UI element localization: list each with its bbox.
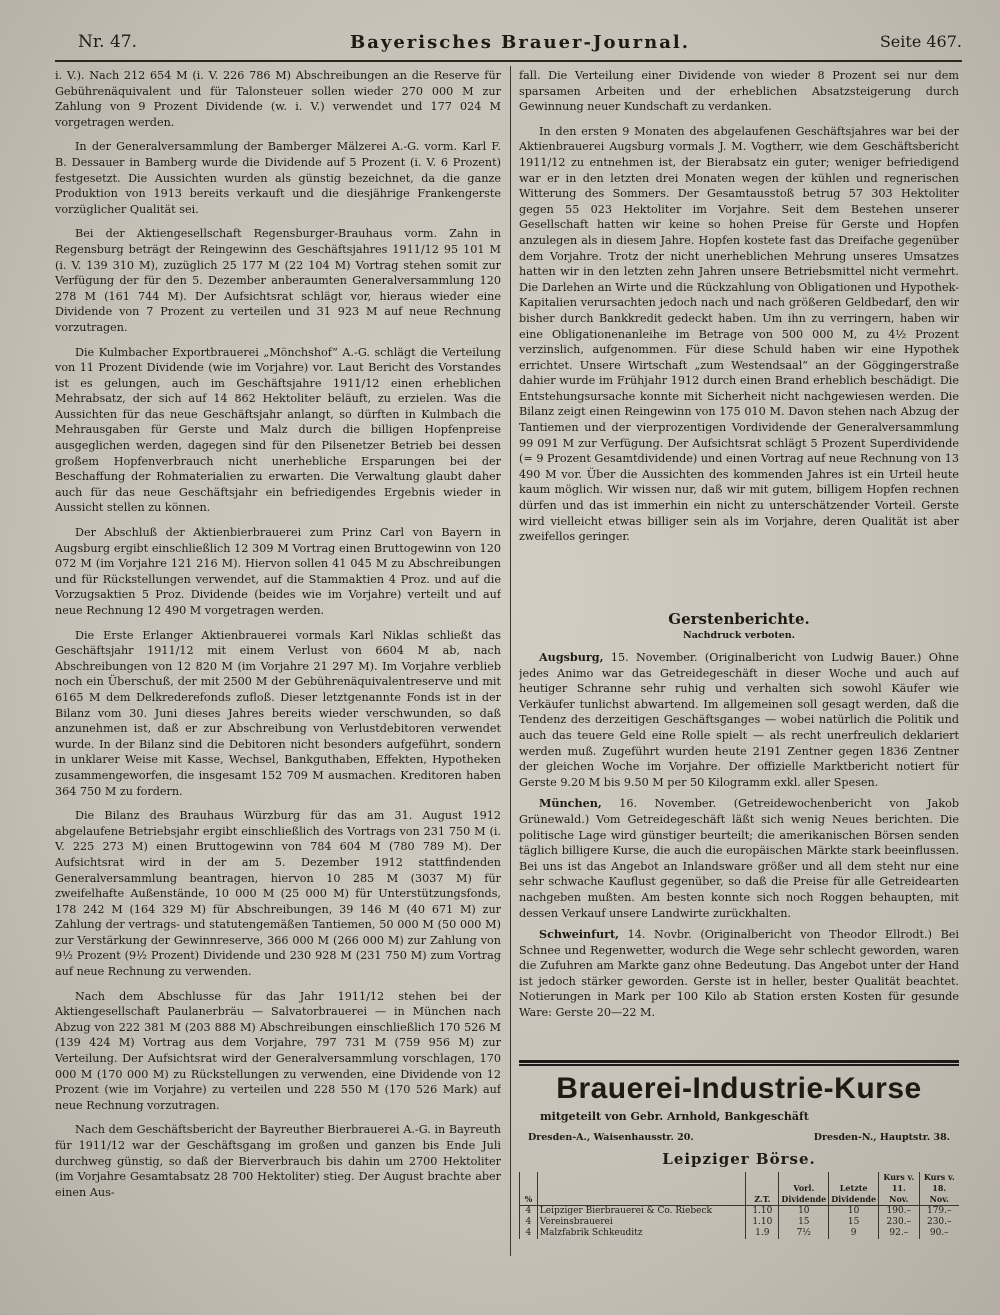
- paragraph: Nach dem Abschlusse für das Jahr 1911/12 stehen bei der Aktiengesellschaft Paulanerbräu — Salvatorbrauerei — in München nach Abzug von 222 381 M (203 888 M) Abschreibungen einschließlich 170 526 M (139 424 M) Vortrag aus dem Vorjahre, 797 731 M (759 956 M) zur Verteilung. Der Aufsichtsrat wird der Generalversammlung vorschlagen, 170 000 M (170 000 M) zu Rückstellungen zu verwenden, eine Dividende von 12 Prozent (wie im Vorjahre) zu verteilen und 228 550 M (170 526 Mark) auf neue Rechnung vorzutragen.: [55, 989, 501, 1112]
- kurse-table: [519, 1172, 959, 1239]
- table-header: [537, 1172, 746, 1206]
- paragraph: In den ersten 9 Monaten des abgelaufenen Geschäftsjahres war bei der Aktienbrauerei Augsburg vormals J. M. Vogtherr, wie dem Geschäftsbericht 1911/12 zu entnehmen ist, der Bierabsatz ein guter; weniger befriedigend war er in den letzten drei Monaten wegen der kühlen und regnerischen Witterung des Sommers. Der Gesamtausstoß betrug 57 303 Hektoliter gegen 55 023 Hektoliter im Vorjahre. Seit dem Bestehen unserer Gesellschaft hatten wir keine so hohen Preise für Gerste und Hopfen anzulegen als in diesem Jahre. Hopfen kostete fast das Dreifache gegenüber dem Vorjahre. Trotz der nicht unerheblichen Mehrung unseres Umsatzes hatten wir in den letzten zehn Jahren unsere Betriebsmittel nicht vermehrt. Die Darlehen an Wirte und die Rückzahlung von Obligationen und Hypothek-Kapitalien verursachten jedoch nach und nach größeren Geldbedarf, den wir bisher durch Bankkredit gedeckt haben. Um ihn zu verringern, haben wir eine Obligationenanleihe im Betrage von 500 000 M, zu 4½ Prozent verzinslich, aufgenommen. Für diese Schuld haben wir eine Hypothek errichtet. Unsere Wirtschaft „zum Westendsaal“ an der Göggingerstraße dahier wurde im Frühjahr 1912 durch einen Brand erheblich beschädigt. Die Entstehungsursache konnte mit Sicherheit nicht nachgewiesen werden. Die Bilanz zeigt einen Reingewinn von 175 010 M. Davon stehen nach Abzug der Tantiemen und der vierprozentigen Vordividende der Generalversammlung 99 091 M zur Verfügung. Der Aufsichtsrat schlägt 5 Prozent Superdividende (= 9 Prozent Gesamtdividende) und einen Vortrag auf neue Rechnung von 13 490 M vor. Über die Aussichten des kommenden Jahres ist ein Urteil heute kaum möglich. Wir wissen nur, daß wir mit gutem, billigem Hopfen rechnen dürfen und das ist immerhin ein nicht zu unterschätzender Vorteil. Gerste wird vielleicht etwas billiger sein als im Vorjahre, deren Qualität ist aber zweifellos geringer.: [519, 124, 959, 544]
- paragraph: In der Generalversammlung der Bamberger Mälzerei A.-G. vorm. Karl F. B. Dessauer in Bamberg wurde die Dividende auf 5 Prozent (i. V. 6 Prozent) festgesetzt. Die Aussichten wurden als günstig bezeichnet, da die ganze Produktion von 1913 bereits verkauft und die diesjährige Frankengerste vorzüglicher Qualität sei.: [55, 140, 501, 216]
- report-text: 14. Novbr. (Originalbericht von Theodor Ellrodt.) Bei Schnee und Regenwetter, wodurch die Wege sehr schlecht geworden, waren die Zufuhren am Markte ganz ohne Bedeutung. Das Angebot unter der Hand ist jedoch stärker geworden. Gerste ist in heller, bester Qualität beachtet. Notierungen in Mark per 100 Kilo ab Station ersten Kosten für gesunde Ware: Gerste 20—22 M.: [519, 928, 959, 1020]
- paragraph: Die Kulmbacher Exportbrauerei „Mönchshof“ A.-G. schlägt die Verteilung von 11 Prozent Dividende (wie im Vorjahre) vor. Laut Bericht des Vorstandes ist es gelungen, auch im Geschäftsjahre 1911/12 einen erheblichen Mehrabsatz, der sich auf 14 862 Hektoliter beläuft, zu erzielen. Was die Aussichten für das neue Geschäftsjahr anlangt, so dürften in Kulmbach die Mehrausgaben für Gerste und Malz durch die billigen Hopfenpreise ausgeglichen werden, dagegen sind für den Pilsenetzer Betrieb bei dessen großem Hopfenverbrauch nicht unerhebliche Ersparungen bei der Beschaffung der Rohmaterialien zu erwarten. Die Verwaltung glaubt daher auch für das neue Geschäftsjahr ein befriedigendes Ergebnis wieder in Aussicht stellen zu können.: [55, 345, 501, 515]
- address-left: Dresden-A., Waisenhausstr. 20.: [528, 1132, 694, 1143]
- left-column: [55, 68, 501, 1238]
- paragraph: Die Erste Erlanger Aktienbrauerei vormals Karl Niklas schließt das Geschäftsjahr 1911/12 mit einem Verlust von 6604 M ab, nach Abschreibungen von 12 820 M (im Vorjahre 21 297 M). Im Vorjahre verblieb noch ein Überschuß, der mit 2500 M der Gebührenäquivalentreserve und mit 6165 M dem Delkrederefonds zufloß. Dieser letztgenannte Fonds ist in der Bilanz vom 30. Juni dieses Jahres bereits wieder verschwunden, so daß anzunehmen ist, daß er zur Abschreibung von Verlustdebitoren verwendet wurde. In der Bilanz sind die Debitoren nicht besonders aufgeführt, sondern in unklarer Weise mit Kasse, Wechsel, Bankguthaben, Effekten, Hypotheken zusammengeworfen, die insgesamt 152 709 M ausmachen. Kreditoren haben 364 750 M zu fordern.: [55, 628, 501, 798]
- table-cell: 4: [520, 1206, 538, 1218]
- table-cell: 230.–: [919, 1217, 959, 1228]
- paragraph: Bei der Aktiengesellschaft Regensburger-Brauhaus vorm. Zahn in Regensburg beträgt der Reingewinn des Geschäftsjahres 1911/12 95 101 M (i. V. 139 310 M), zuzüglich 25 177 M (22 104 M) Vortrag stehen somit zur Verfügung der für den 5. Dezember anberaumten Generalversammlung 120 278 M (161 744 M). Der Aufsichtsrat schlägt vor, hieraus wieder eine Dividende von 7 Prozent zu verteilen und 31 923 M auf neue Rechnung vorzutragen.: [55, 227, 501, 334]
- section-subtitle: Nachdruck verboten.: [683, 630, 795, 641]
- report-text: 16. November. (Getreidewochenbericht von Jakob Grünewald.) Vom Getreidegeschäft läßt sich wenig Neues berichten. Die politische Lage wird günstiger beurteilt; die amerikanischen Börsen senden täglich billigere Kurse, die auch die europäischen Märkte stark beeinflussen. Bei uns ist das Angebot an Inlandsware größer und all dem steht nur eine sehr schwache Kauflust gegenüber, so daß die Preise für alle Getreidearten nachgeben mußten. Am besten konnte sich noch Roggen behaupten, mit dessen Verkauf unsere Landwirte zurückhalten.: [519, 797, 959, 920]
- paragraph: Nach dem Geschäftsbericht der Bayreuther Bierbrauerei A.-G. in Bayreuth für 1911/12 war der Geschäftsgang im großen und ganzen bis Ende Juli durchweg günstig, so daß der Bierverbrauch bis dahin um 2700 Hektoliter (im Vorjahre Gesamtabsatz 28 700 Hektoliter) stieg. Der August brachte aber einen Aus-: [55, 1123, 501, 1199]
- paragraph: Der Abschluß der Aktienbierbrauerei zum Prinz Carl von Bayern in Augsburg ergibt einschließlich 12 309 M Vortrag einen Bruttogewinn von 120 072 M (im Vorjahre 121 216 M). Hiervon sollen 41 045 M zu Abschreibungen und für Rückstellungen verwendet, auf die Stammaktien 4 Proz. und auf die Vorzugsaktien 5 Proz. Dividende (beides wie im Vorjahre) verteilt und auf neue Rechnung 12 490 M vorgetragen werden.: [55, 526, 501, 617]
- right-column: [519, 68, 959, 643]
- table-cell: 230.–: [879, 1217, 919, 1228]
- table-row: [520, 1206, 960, 1218]
- section-title: Gerstenberichte.: [668, 610, 810, 628]
- issue-number: Nr. 47.: [78, 32, 137, 52]
- exchange-title: Leipziger Börse.: [662, 1150, 816, 1168]
- gerstenberichte-reports: [519, 650, 959, 1052]
- table-header: Letzte Dividende: [829, 1172, 879, 1206]
- table-cell: 7½: [779, 1228, 829, 1239]
- table-header: Kurs v. 11. Nov.: [879, 1172, 919, 1206]
- kurse-rule: [519, 1060, 959, 1066]
- table-header: Kurs v. 18. Nov.: [919, 1172, 959, 1206]
- page-number: Seite 467.: [879, 32, 962, 51]
- table-cell: 10: [779, 1206, 829, 1218]
- table-cell: 92.–: [879, 1228, 919, 1239]
- report-place: Augsburg,: [539, 650, 604, 664]
- report-place: München,: [539, 796, 602, 811]
- report: [519, 650, 959, 790]
- report-text: 15. November. (Originalbericht von Ludwig Bauer.) Ohne jedes Animo war das Getreidegeschäft in dieser Woche und auch auf heutiger Schranne sehr ruhig und verhalten sich sowohl Käufer wie Verkäufer tunlichst abwartend. Im allgemeinen soll gesagt werden, daß die Tendenz des derzeitigen Geschäftsganges — wobei natürlich die Politik und auch das teuere Geld eine Rolle spielt — als recht unerfreulich deklariert werden muß. Zugeführt wurden heute 2191 Zentner gegen 1836 Zentner der gleichen Woche im Vorjahre. Der offizielle Marktbericht notiert für Gerste 9.20 M bis 9.50 M per 50 Kilogramm exkl. aller Spesen.: [519, 651, 959, 789]
- table-cell: 1.10: [746, 1217, 779, 1228]
- paragraph: i. V.). Nach 212 654 M (i. V. 226 786 M) Abschreibungen an die Reserve für Gebührenäquivalent und für Talonsteuer sollen wieder 270 000 M zur Zahlung von 9 Prozent Dividende (w. i. V.) verwendet und 177 024 M vorgetragen werden.: [55, 69, 501, 129]
- report: [519, 796, 959, 921]
- journal-title: Bayerisches Brauer-Journal.: [350, 32, 690, 53]
- table-header: %: [520, 1172, 538, 1206]
- table-cell: 15: [829, 1217, 879, 1228]
- table-cell: 15: [779, 1217, 829, 1228]
- table-cell: Vereinsbrauerei: [537, 1217, 746, 1228]
- kurse-subtitle: mitgeteilt von Gebr. Arnhold, Bankgeschäft: [540, 1110, 809, 1123]
- table-header-row: [520, 1172, 960, 1206]
- table-cell: Leipziger Bierbrauerei & Co. Riebeck: [537, 1206, 746, 1218]
- report: [519, 927, 959, 1021]
- table-cell: 10: [829, 1206, 879, 1218]
- table-cell: 179.–: [919, 1206, 959, 1218]
- table-cell: 1.10: [746, 1206, 779, 1218]
- table-cell: 1.9: [746, 1228, 779, 1239]
- table-cell: 4: [520, 1228, 538, 1239]
- page-header: [78, 32, 962, 56]
- gerstenberichte-heading: [519, 610, 959, 641]
- table-cell: 190.–: [879, 1206, 919, 1218]
- table-row: [520, 1217, 960, 1228]
- column-divider: [510, 66, 511, 1256]
- table-header: Vorl. Dividende: [779, 1172, 829, 1206]
- header-rule: [55, 60, 962, 62]
- table-cell: Malzfabrik Schkeuditz: [537, 1228, 746, 1239]
- table-row: [520, 1228, 960, 1239]
- paragraph: Die Bilanz des Brauhaus Würzburg für das am 31. August 1912 abgelaufene Betriebsjahr ergibt einschließlich des Vortrags von 231 750 M (i. V. 225 273 M) einen Bruttogewinn von 784 604 M (780 789 M). Der Aufsichtsrat wird in der am 5. Dezember 1912 stattfindenden Generalversammlung beantragen, hiervon 10 285 M (3037 M) für zweifelhafte Außenstände, 10 000 M (25 000 M) für Unterstützungsfonds, 178 242 M (164 329 M) für Abschreibungen, 39 146 M (40 671 M) zur Zahlung der vertrags- und statutengemäßen Tantiemen, 50 000 M (50 000 M) zur Verstärkung der Gewinnreserve, 366 000 M (266 000 M) zur Zahlung von 9½ Prozent (9½ Prozent) Dividende und 230 928 M (231 750 M) zum Vortrag auf neue Rechnung zu verwenden.: [55, 809, 501, 979]
- paragraph: fall. Die Verteilung einer Dividende von wieder 8 Prozent sei nur dem sparsamen Arbeiten und der erheblichen Absatzsteigerung durch Gewinnung neuer Kundschaft zu verdanken.: [519, 69, 959, 114]
- address-right: Dresden-N., Hauptstr. 38.: [813, 1132, 950, 1143]
- table-cell: 90.–: [919, 1228, 959, 1239]
- report-place: Schweinfurt,: [539, 927, 620, 942]
- table-cell: 9: [829, 1228, 879, 1239]
- table-header: Z.T.: [746, 1172, 779, 1206]
- table-cell: 4: [520, 1217, 538, 1228]
- kurse-title: Brauerei-Industrie-Kurse: [556, 1072, 922, 1105]
